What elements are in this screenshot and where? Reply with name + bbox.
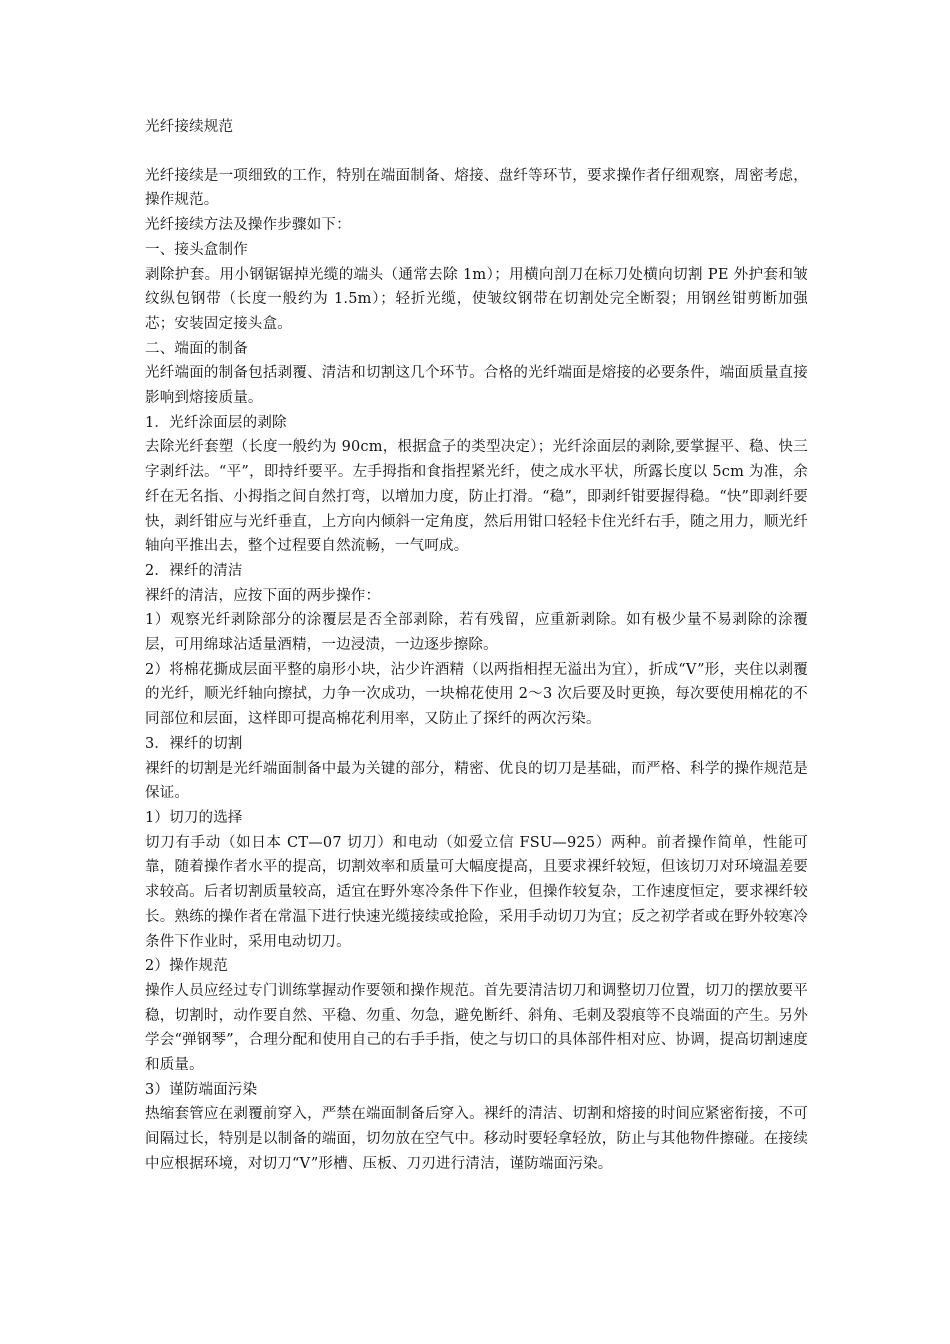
heading-bare-fiber-cleaning: 2．裸纤的清洁 bbox=[145, 562, 243, 579]
paragraph-intro: 光纤接续是一项细致的工作，特别在端面制备、熔接、盘纤等环节，要求操作者仔细观察，周密考虑，操作规范。 bbox=[145, 167, 808, 209]
paragraph-cleaver-selection: 切刀有手动（如日本 CT—07 切刀）和电动（如爱立信 FSU—925）两种。前者操作简单，性能可靠，随着操作者水平的提高，切割效率和质量可大幅度提高，且要求裸纤较短，但该切刀对环境温差要求较高。后者切割质量较高，适宜在野外寒冷条件下作业，但操作较复杂，工作速度恒定，要求裸纤较长。熟练的操作者在常温下进行快速光缆接续或抢险，采用手动切刀为宜；反之初学者或在野外较寒冷条件下作业时，采用电动切刀。 bbox=[145, 834, 808, 950]
paragraph-cutting-intro: 裸纤的切割是光纤端面制备中最为关键的部分，精密、优良的切刀是基础，而严格、科学的操作规范是保证。 bbox=[145, 760, 808, 802]
heading-operation-norms: 2）操作规范 bbox=[145, 958, 228, 975]
paragraph-operation-norms: 操作人员应经过专门训练掌握动作要领和操作规范。首先要清洁切刀和调整切刀位置，切刀的摆放要平稳，切割时，动作要自然、平稳、勿重、勿急，避免断纤、斜角、毛刺及裂痕等不良端面的产生。另外学会“弹钢琴”，合理分配和使用自己的右手手指，使之与切口的具体部件相对应、协调，提高切割速度和质量。 bbox=[145, 982, 808, 1074]
paragraph-cleaning-step-1: 1）观察光纤剥除部分的涂覆层是否全部剥除，若有残留，应重新剥除。如有极少量不易剥除的涂覆层，可用绵球沾适量酒精，一边浸渍，一边逐步擦除。 bbox=[145, 612, 808, 654]
document-body bbox=[145, 115, 808, 1177]
paragraph-method-intro: 光纤接续方法及操作步骤如下： bbox=[145, 217, 351, 234]
paragraph-end-face-prep: 光纤端面的制备包括剥覆、清洁和切割这几个环节。合格的光纤端面是熔接的必要条件，端面质量直接影响到熔接质量。 bbox=[145, 365, 808, 407]
heading-section-2: 二、端面的制备 bbox=[145, 340, 248, 357]
paragraph-cleaning-step-2: 2）将棉花撕成层面平整的扇形小块，沾少许酒精（以两指相捏无溢出为宜），折成“V”形，夹住以剥覆的光纤，顺光纤轴向擦拭，力争一次成功，一块棉花使用 2～3 次后要及时更换，每次要使用棉花的不同部位和层面，这样即可提高棉花利用率，又防止了探纤的两次污染。 bbox=[145, 661, 808, 728]
paragraph-prevent-contamination: 热缩套管应在剥覆前穿入，严禁在端面制备后穿入。裸纤的清洁、切割和熔接的时间应紧密衔接，不可间隔过长，特别是以制备的端面，切勿放在空气中。移动时要轻拿轻放，防止与其他物件擦碰。在接续中应根据环境，对切刀“V”形槽、压板、刀刃进行清洁，谨防端面污染。 bbox=[145, 1106, 808, 1172]
heading-section-1: 一、接头盒制作 bbox=[145, 241, 248, 258]
heading-bare-fiber-cutting: 3．裸纤的切割 bbox=[145, 735, 243, 752]
document-title: 光纤接续规范 bbox=[145, 119, 234, 135]
paragraph-cleaning-intro: 裸纤的清洁，应按下面的两步操作： bbox=[145, 587, 381, 604]
paragraph-sheath-removal: 剥除护套。用小钢锯锯掉光缆的端头（通常去除 1m）；用横向剖刀在标刀处横向切割 PE 外护套和皱纹纵包钢带（长度一般约为 1.5m）；轻折光缆，使皱纹钢带在切割处完全断裂；用钢丝钳剪断加强芯；安装固定接头盒。 bbox=[145, 266, 808, 332]
heading-cleaver-selection: 1）切刀的选择 bbox=[145, 809, 243, 826]
heading-coating-strip: 1．光纤涂面层的剥除 bbox=[145, 414, 287, 431]
paragraph-coating-strip: 去除光纤套塑（长度一般约为 90cm，根据盒子的类型决定）；光纤涂面层的剥除,要掌握平、稳、快三字剥纤法。“平”，即持纤要平。左手拇指和食指捏紧光纤，使之成水平状，所露长度以 5cm 为准，余纤在无名指、小拇指之间自然打弯，以增加力度，防止打滑。“稳”，即剥纤钳要握得稳。“快”即剥纤要快，剥纤钳应与光纤垂直，上方向内倾斜一定角度，然后用钳口轻轻卡住光纤右手，随之用力，顺光纤轴向平推出去，整个过程要自然流畅，一气呵成。 bbox=[145, 439, 808, 555]
heading-prevent-contamination: 3）谨防端面污染 bbox=[145, 1081, 258, 1098]
